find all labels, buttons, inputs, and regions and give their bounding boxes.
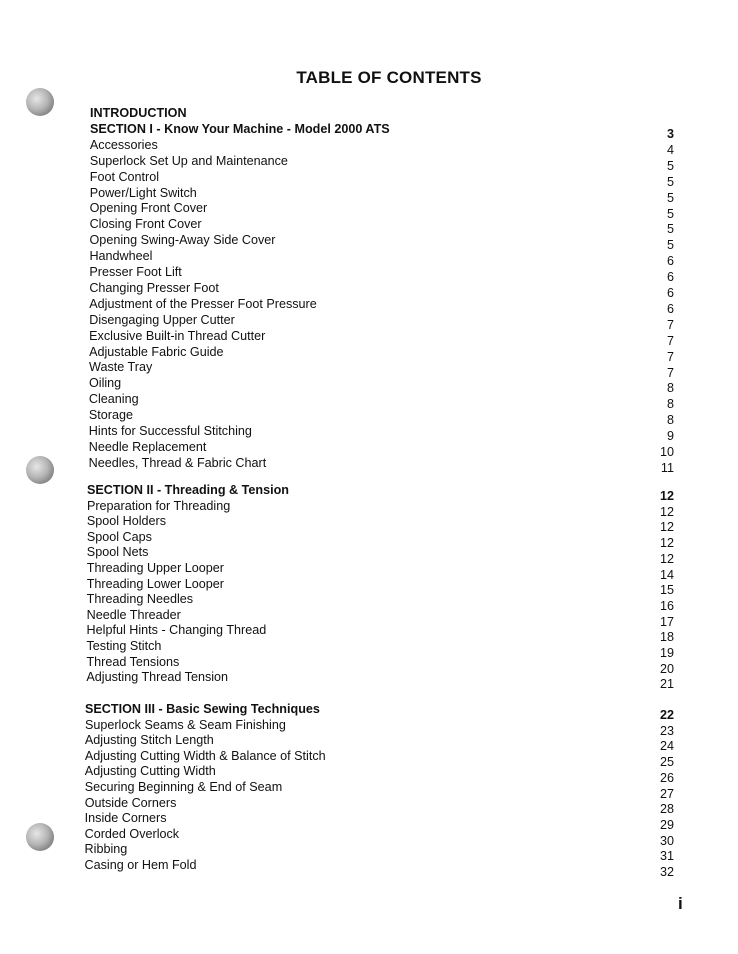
toc-entry-title: Adjusting Cutting Width bbox=[84, 764, 216, 779]
toc-entry-title: Helpful Hints - Changing Thread bbox=[86, 623, 267, 638]
toc-entry-title: Superlock Set Up and Maintenance bbox=[89, 153, 288, 168]
toc-entry-title: Hints for Successful Stitching bbox=[88, 424, 252, 438]
toc-entry-page: 17 bbox=[659, 614, 674, 629]
toc-entry-page: 29 bbox=[659, 817, 674, 832]
page-folio: i bbox=[678, 894, 683, 913]
toc-entry-title: Needles, Thread & Fabric Chart bbox=[88, 455, 267, 470]
toc-entry-title: Adjusting Cutting Width & Balance of Stitch bbox=[84, 748, 326, 763]
toc-entry-page: 30 bbox=[659, 833, 674, 848]
toc-entry-title: Cleaning bbox=[88, 392, 139, 407]
toc-entry-title: Changing Presser Foot bbox=[89, 280, 219, 295]
toc-entry-title: Outside Corners bbox=[84, 795, 177, 810]
toc-entry-page: 8 bbox=[666, 381, 674, 396]
toc-entry-title: Ribbing bbox=[84, 842, 128, 857]
toc-entry-page: 6 bbox=[666, 286, 674, 300]
toc-entry-title: Spool Caps bbox=[86, 529, 152, 544]
toc-entry-page: 16 bbox=[659, 598, 674, 613]
toc-entry-page: 5 bbox=[666, 158, 674, 173]
toc-entry-page: 15 bbox=[659, 583, 674, 598]
toc-entry-title: Handwheel bbox=[89, 249, 153, 264]
toc-entry-title: Disengaging Upper Cutter bbox=[89, 312, 235, 327]
toc-entry-title: Accessories bbox=[89, 137, 158, 152]
toc-entry-page: 18 bbox=[659, 630, 674, 645]
toc-entry-page: 9 bbox=[666, 429, 674, 444]
toc-entry-title: Presser Foot Lift bbox=[89, 265, 182, 279]
toc-entry-title: Adjustment of the Presser Foot Pressure bbox=[89, 296, 317, 311]
toc-entry-title: Storage bbox=[88, 408, 133, 423]
toc-entry-title: Threading Upper Looper bbox=[86, 561, 224, 575]
toc-entry-title: Opening Front Cover bbox=[89, 201, 208, 216]
toc-entry-page: 3 bbox=[666, 127, 674, 141]
toc-entry-page: 12 bbox=[659, 551, 674, 566]
toc-entry-page: 7 bbox=[666, 365, 674, 380]
toc-entry-page: 24 bbox=[659, 739, 674, 754]
toc-entry-title: Needle Threader bbox=[86, 607, 181, 622]
toc-entry-title: Casing or Hem Fold bbox=[84, 858, 197, 872]
toc-entry-page: 21 bbox=[659, 677, 674, 692]
toc-entry-page: 4 bbox=[666, 142, 674, 157]
toc-entry-page: 7 bbox=[666, 349, 674, 364]
toc-entry-title: Preparation for Threading bbox=[86, 498, 231, 513]
toc-entry-title: Testing Stitch bbox=[86, 639, 162, 653]
toc-entry-page: 22 bbox=[659, 708, 674, 722]
toc-entry-page: 11 bbox=[660, 460, 674, 475]
toc-entry-page: 12 bbox=[659, 536, 674, 551]
toc-entry-page: 32 bbox=[659, 865, 674, 879]
toc-entry-page: 14 bbox=[659, 567, 674, 582]
toc-entry-title: Oiling bbox=[88, 376, 122, 391]
toc-entry-title: Opening Swing-Away Side Cover bbox=[89, 233, 276, 248]
toc-entry-page: 19 bbox=[659, 646, 674, 660]
toc-entry-title: Adjusting Stitch Length bbox=[84, 733, 214, 748]
toc-entry-page: 20 bbox=[659, 661, 674, 676]
toc-entry-title: Exclusive Built-in Thread Cutter bbox=[89, 328, 266, 343]
toc-entry-title: Power/Light Switch bbox=[89, 185, 197, 200]
toc-entry-title: SECTION III - Basic Sewing Techniques bbox=[85, 702, 320, 716]
toc-entry-page: 5 bbox=[666, 174, 674, 189]
toc-entry-title: Adjusting Thread Tension bbox=[86, 670, 229, 685]
toc-entry-page: 25 bbox=[659, 755, 674, 770]
toc-entry-title: Corded Overlock bbox=[84, 826, 180, 841]
toc-entry-page: 12 bbox=[659, 504, 674, 519]
toc-entry-page: 5 bbox=[666, 206, 674, 221]
toc-entry-title: Spool Holders bbox=[86, 514, 166, 529]
toc-entry-page: 5 bbox=[666, 222, 674, 237]
toc-entry-title: Thread Tensions bbox=[86, 654, 180, 669]
toc-entry-page: 6 bbox=[666, 270, 674, 285]
toc-entry-page: 8 bbox=[666, 413, 674, 428]
toc-entry-page: 10 bbox=[659, 445, 674, 459]
toc-entry-title: SECTION II - Threading & Tension bbox=[87, 483, 289, 497]
toc-entry-page: 8 bbox=[666, 397, 674, 412]
toc-entry-page: 12 bbox=[659, 489, 674, 503]
toc-entry-page: 12 bbox=[659, 520, 674, 535]
toc-entry-title: Threading Lower Looper bbox=[86, 576, 224, 591]
toc-entry-title: SECTION I - Know Your Machine - Model 2000 ATS bbox=[89, 121, 390, 136]
toc-entry-page: 31 bbox=[659, 849, 674, 864]
toc-entry-title: Waste Tray bbox=[89, 360, 153, 375]
toc-entry-page: 5 bbox=[666, 190, 674, 205]
toc-entry-title: Foot Control bbox=[89, 169, 160, 184]
toc-entry-title: Closing Front Cover bbox=[89, 217, 202, 232]
toc-entry-title: Threading Needles bbox=[86, 592, 194, 607]
toc-entry-title: Needle Replacement bbox=[88, 439, 207, 454]
toc-entry-title: Superlock Seams & Seam Finishing bbox=[84, 717, 286, 732]
toc-entry-title: INTRODUCTION bbox=[90, 106, 187, 120]
toc-entry-title: Adjustable Fabric Guide bbox=[89, 344, 224, 359]
toc-entry-page: 6 bbox=[666, 254, 674, 269]
toc-entry-page: 23 bbox=[659, 723, 674, 738]
toc-entry-title: Spool Nets bbox=[86, 545, 149, 560]
toc-entry-page: 7 bbox=[666, 333, 674, 348]
toc-entry-title: Inside Corners bbox=[84, 811, 167, 826]
toc-entry-title: Securing Beginning & End of Seam bbox=[84, 780, 283, 794]
toc-entry-page: 26 bbox=[659, 770, 674, 785]
toc-entry-page: 27 bbox=[659, 786, 674, 801]
toc-entry-page: 5 bbox=[666, 238, 674, 253]
toc-entry-page: 7 bbox=[666, 317, 674, 332]
toc-entry-page: 28 bbox=[659, 802, 674, 817]
page-title: TABLE OF CONTENTS bbox=[296, 68, 482, 87]
toc-entry-page: 6 bbox=[666, 301, 674, 316]
